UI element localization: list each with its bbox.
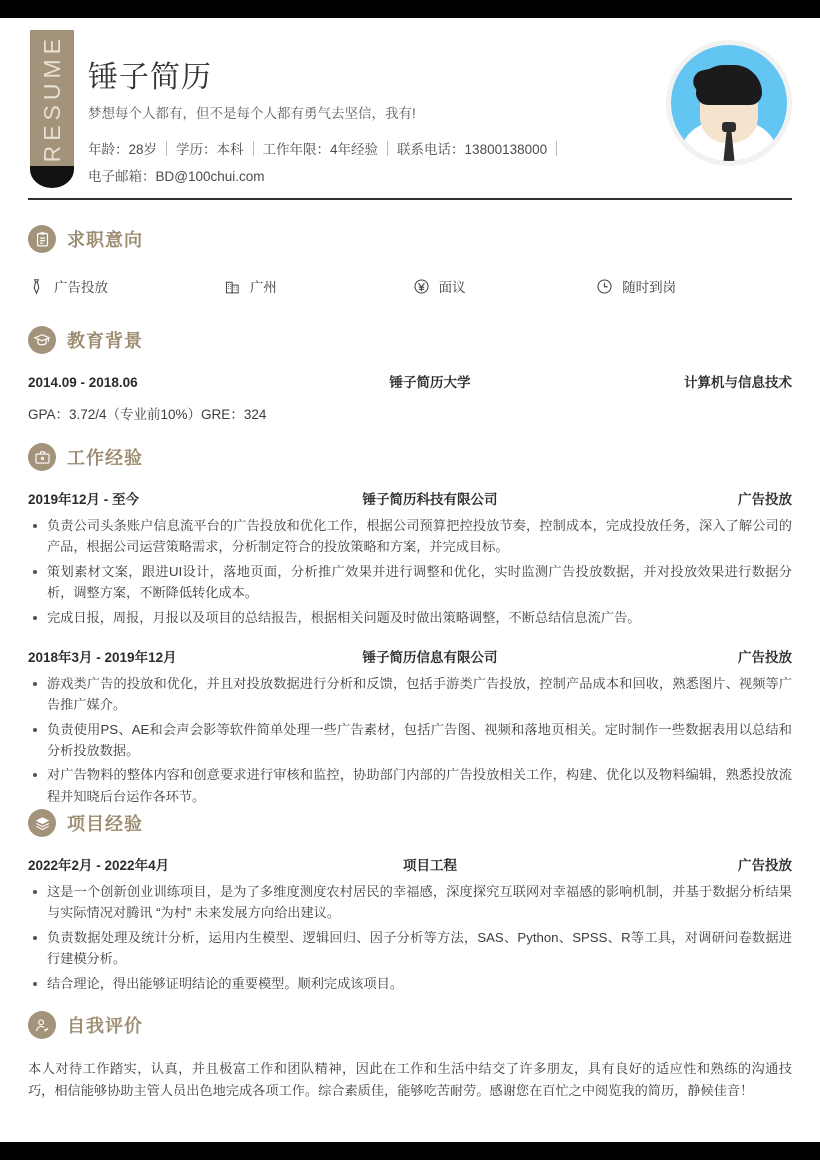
avatar [666,40,792,166]
meta-education: 学历：本科 [176,142,244,157]
intent-salary [413,276,597,296]
avatar-photo [671,45,787,161]
education-school: 锤子简历大学 [389,375,471,390]
section-self-evaluation [28,1008,792,1102]
section-header [28,323,792,357]
avatar-tie-knot [722,122,736,132]
intent-city-label: 广州 [249,280,277,295]
education-detail: GPA：3.72/4（专业前10%）GRE：324 [28,407,267,422]
section-title: 工作经验 [67,448,143,468]
work-entry-head [28,646,792,666]
work-role: 广告投放 [738,492,792,507]
project-role: 广告投放 [738,858,792,873]
section-header [28,440,792,474]
list-item: 负责使用PS、AE和会声会影等软件简单处理一些广告素材，包括广告图、视频和落地页相关。定时制作一些数据表用以总结和分析投放数据。 [28,719,792,762]
resume-header [0,18,820,190]
meta-email: 电子邮箱：BD@100chui.com [88,169,265,184]
meta-separator [253,141,254,156]
job-intent-row [28,276,792,296]
work-date: 2018年3月 - 2019年12月 [28,649,177,665]
resume-tag-label: RESUME [38,33,65,163]
meta-phone: 联系电话：13800138000 [397,142,548,157]
building-icon [224,278,241,295]
resume-tag-foot [30,166,74,188]
section-title: 教育背景 [67,331,143,351]
section-title: 项目经验 [67,814,143,834]
meta-separator [387,141,388,156]
education-major: 计算机与信息技术 [684,375,792,390]
briefcase-icon [28,443,56,471]
list-item: 结合理论，得出能够证明结论的重要模型。顺利完成该项目。 [28,973,792,994]
meta-separator [166,141,167,156]
work-company: 锤子简历信息有限公司 [362,649,498,665]
education-entry-head [28,371,792,391]
work-role: 广告投放 [738,649,792,665]
contact-meta-row [88,138,566,158]
project-bullet-list [28,881,792,994]
clipboard-icon [28,225,56,253]
layers-icon [28,809,56,837]
meta-age: 年龄：28岁 [88,142,158,157]
project-name: 项目工程 [403,858,457,873]
tie-icon [28,278,45,295]
education-date: 2014.09 - 2018.06 [28,375,138,390]
work-date: 2019年12月 - 至今 [28,492,140,507]
list-item: 这是一个创新创业训练项目，是为了多维度测度农村居民的幸福感，深度探究互联网对幸福感的影响机制，并基于数据分析结果与实际情况对腾讯 “为村” 未来发展方向给出建议。 [28,881,792,924]
list-item: 完成日报，周报，月报以及项目的总结报告，根据相关问题及时做出策略调整，不断总结信息流广告。 [28,607,792,628]
person-icon [28,1011,56,1039]
list-item: 负责数据处理及统计分析，运用内生模型、逻辑回归、因子分析等方法，SAS、Python、SPSS、R等工具，对调研问卷数据进行建模分析。 [28,927,792,970]
graduation-cap-icon [28,326,56,354]
intent-availability [596,276,792,296]
section-job-intent [28,222,792,296]
candidate-tagline: 梦想每个人都有，但不是每个人都有勇气去坚信，我有! [88,106,416,121]
section-title: 求职意向 [67,230,143,250]
meta-separator [556,141,557,156]
meta-experience: 工作年限：4年经验 [262,142,379,157]
list-item: 对广告物料的整体内容和创意要求进行审核和监控，协助部门内部的广告投放相关工作，构建、优化以及物料编辑，熟悉投放流程并知晓后台运作各环节。 [28,764,792,807]
top-black-bar [0,0,820,18]
section-title: 自我评价 [67,1016,143,1036]
candidate-name: 锤子简历 [88,61,212,94]
work-company: 锤子简历科技有限公司 [362,492,498,507]
intent-position-label: 广告投放 [54,280,108,295]
section-work-experience [28,440,792,807]
intent-position [28,276,224,296]
list-item: 策划素材文案，跟进UI设计，落地页面，分析推广效果并进行调整和优化，实时监测广告投放数据，并对投放效果进行数据分析，调整方案，不断降低转化成本。 [28,561,792,604]
section-header [28,1008,792,1042]
self-evaluation-text: 本人对待工作踏实，认真，并且极富工作和团队精神，因此在工作和生活中结交了许多朋友，具有良好的适应性和熟练的沟通技巧，相信能够协助主管人员出色地完成各项工作。综合素质佳，能够吃苦耐劳。感谢您在百忙之中阅览我的简历，静候佳音！ [28,1061,792,1098]
intent-salary-label: 面议 [438,280,466,295]
list-item: 负责公司头条账户信息流平台的广告投放和优化工作，根据公司预算把控投放节奏，控制成本，完成投放任务，深入了解公司的产品，根据公司运营策略需求，分析制定符合的投放策略和方案，并完成目标。 [28,515,792,558]
intent-availability-label: 随时到岗 [622,280,677,295]
work-bullet-list [28,515,792,628]
resume-vertical-tag [30,30,74,166]
section-header [28,222,792,256]
section-education [28,323,792,423]
header-divider [28,198,792,200]
project-date: 2022年2月 - 2022年4月 [28,858,170,873]
bottom-black-bar [0,1142,820,1160]
list-item: 游戏类广告的投放和优化，并且对投放数据进行分析和反馈，包括手游类广告投放，控制产品成本和回收，熟悉图片、视频等广告推广媒介。 [28,673,792,716]
yuan-icon [413,278,430,295]
section-header [28,806,792,840]
intent-city [224,276,413,296]
section-project-experience [28,806,792,994]
project-entry-head [28,854,792,874]
work-entry-head [28,488,792,508]
clock-icon [596,278,613,295]
work-bullet-list [28,673,792,807]
